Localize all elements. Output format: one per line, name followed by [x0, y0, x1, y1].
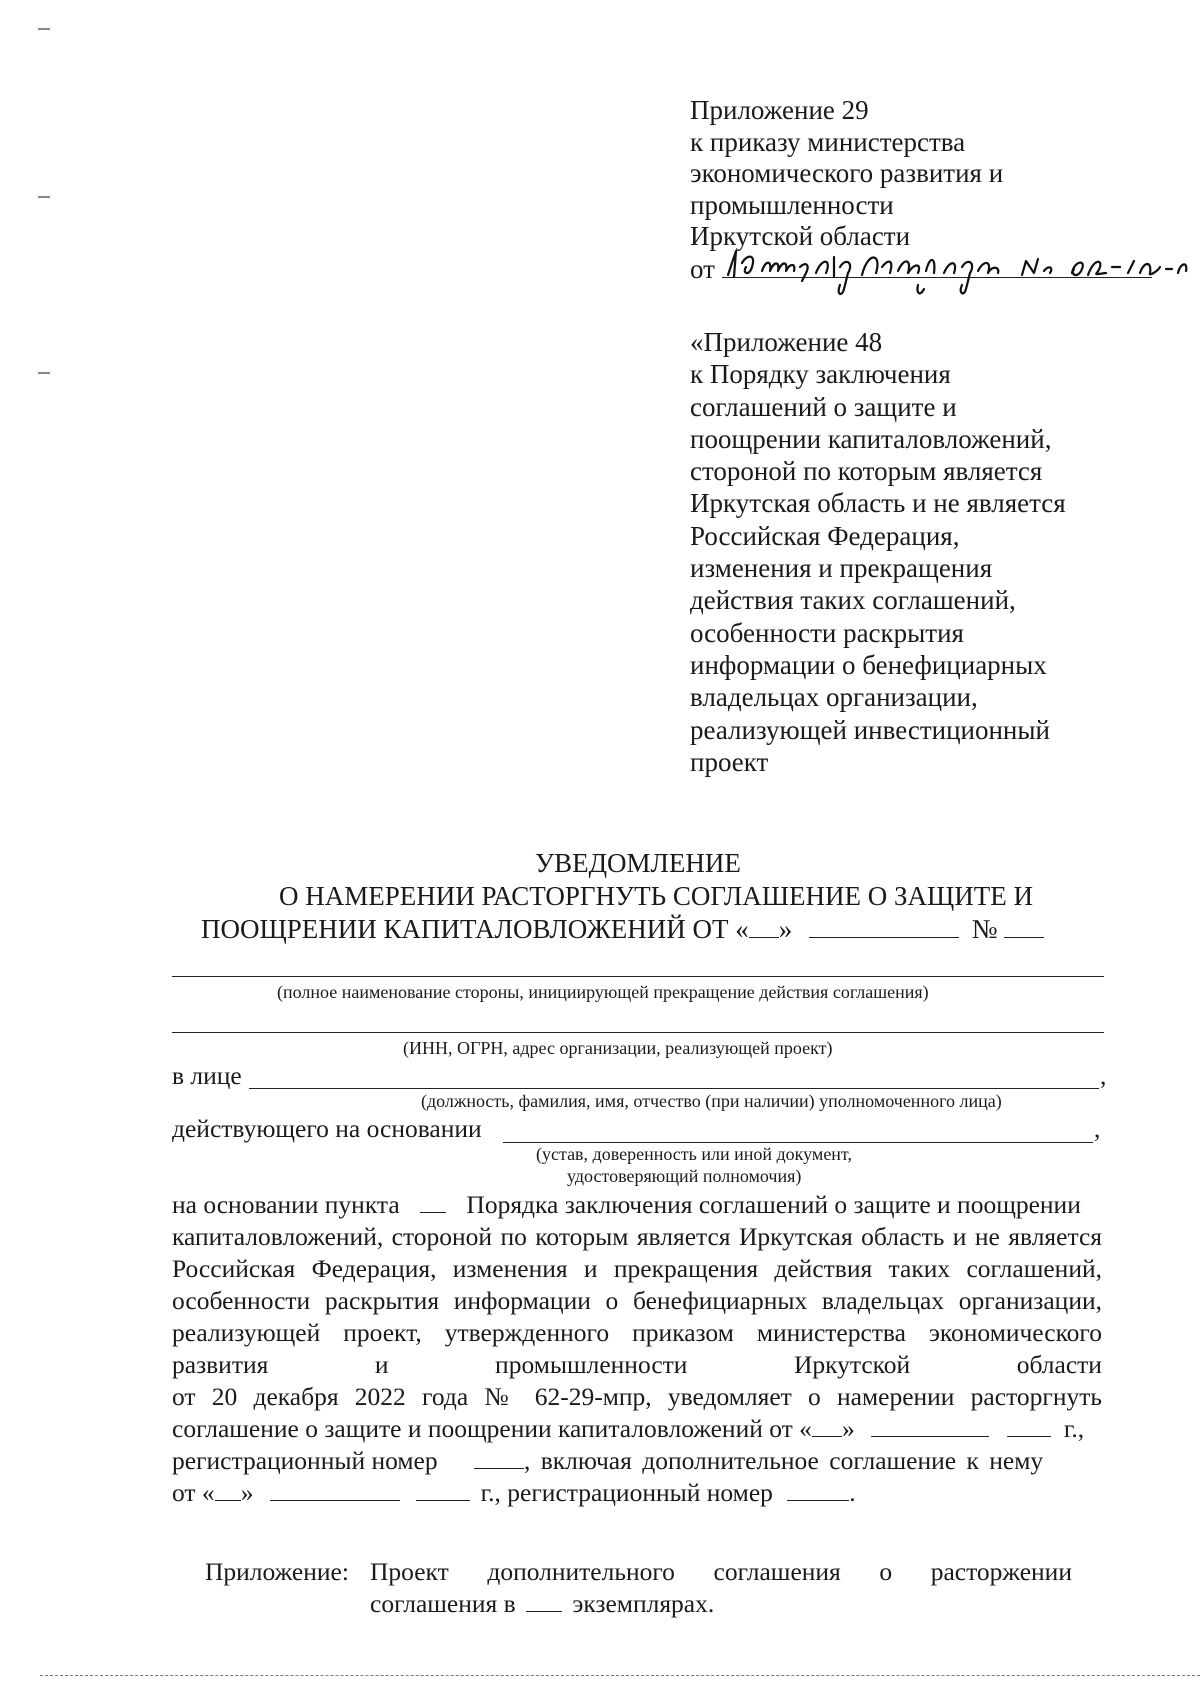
appendix-line: проект [690, 746, 769, 777]
body-line: особенности раскрытия информации о бенефициарных владельцах организации, [172, 1286, 1102, 1315]
body-text: . [849, 1478, 856, 1507]
appendix-line: «Приложение 48 [690, 327, 883, 357]
title-line: УВЕДОМЛЕНИЕ [535, 848, 741, 878]
title-line: О НАМЕРЕНИИ РАСТОРГНУТЬ СОГЛАШЕНИЕ О ЗАЩИТЕ И [279, 881, 1033, 911]
body-word: Иркутской [793, 1350, 911, 1379]
from-prefix: от [690, 253, 715, 284]
attachment-text: соглашения в [370, 1589, 516, 1618]
body-line: Российская Федерация, изменения и прекращения действия таких соглашений, [172, 1254, 1102, 1283]
appendix-line: особенности раскрытия [690, 617, 964, 648]
body-line: реализующей проект, утвержденного приказом министерства экономического [172, 1318, 1102, 1347]
body-word: и [374, 1350, 389, 1379]
body-line [172, 1446, 1102, 1476]
header-line: Приложение 29 [690, 95, 869, 125]
body-text: от « [172, 1478, 215, 1507]
party-name-hint: (полное наименование стороны, инициирующей прекращение действия соглашения) [277, 982, 929, 1002]
acting-label: действующего на основании [172, 1114, 482, 1143]
appendix-line: информации о бенефициарных [690, 649, 1047, 680]
body-text: регистрационный номер [172, 1446, 438, 1475]
appendix-line: реализующей инвестиционный [690, 714, 1050, 745]
month-blank[interactable] [871, 1414, 989, 1437]
title-line [201, 913, 1044, 946]
appendix-line: изменения и прекращения [690, 553, 993, 584]
handwritten-date [722, 253, 1152, 278]
appendix-line: поощрении капиталовложений, [690, 423, 1052, 454]
acting-doc-line[interactable] [503, 1142, 1093, 1143]
scan-mark [38, 28, 50, 30]
attachment-word: о [879, 1557, 893, 1586]
doc-hint: (устав, доверенность или иной документ, [536, 1144, 852, 1164]
comma: , [1094, 1114, 1101, 1143]
body-line [172, 1414, 1084, 1444]
registration-number-blank[interactable] [787, 1478, 849, 1501]
person-line[interactable] [249, 1088, 1099, 1089]
body-text: Порядка заключения соглашений о защите и поощрении [466, 1190, 1081, 1219]
party-name-line[interactable] [172, 976, 1104, 977]
attachment-label: Приложение: [205, 1557, 349, 1586]
appendix-line: стороной по которым является [690, 456, 1043, 487]
body-text: соглашение о защите и поощрении капиталовложений от « [172, 1414, 812, 1443]
scan-mark [38, 372, 50, 374]
body-text: на основании пункта [172, 1190, 400, 1219]
body-word: области [1016, 1350, 1102, 1379]
attachment-word: Проект [370, 1557, 449, 1586]
comma: , [1100, 1061, 1107, 1090]
body-text: » [841, 1414, 855, 1443]
inn-line[interactable] [172, 1032, 1104, 1033]
body-line [172, 1350, 1102, 1380]
header-from-line [690, 253, 1152, 286]
person-hint: (должность, фамилия, имя, отчество (при наличии) уполномоченного лица) [421, 1091, 1002, 1111]
handwritten-signature [722, 237, 1192, 297]
body-line [172, 1190, 1081, 1220]
day-blank[interactable] [749, 915, 779, 938]
attachment-line [370, 1589, 714, 1619]
body-line [172, 1478, 856, 1508]
header-block [690, 95, 1152, 285]
registration-number-blank[interactable] [474, 1446, 524, 1469]
day-blank[interactable] [215, 1478, 241, 1501]
appendix-line: к Порядку заключения [690, 359, 951, 390]
body-text: г., [1063, 1414, 1085, 1443]
attachment-line [370, 1557, 1072, 1587]
page-bottom-edge [40, 1675, 1200, 1676]
header-line: Иркутской области [690, 221, 911, 251]
header-line: к приказу министерства [690, 126, 966, 157]
body-line: капиталовложений, стороной по которым является Иркутская область и не является [172, 1222, 1102, 1251]
year-blank[interactable] [1007, 1414, 1051, 1437]
year-blank[interactable] [416, 1478, 470, 1501]
appendix-block [690, 326, 1066, 778]
header-line: экономического развития и [690, 158, 1004, 188]
appendix-line: Иркутская область и не является [690, 488, 1066, 519]
copies-blank[interactable] [526, 1589, 562, 1612]
body-text: , включая дополнительное соглашение к нему [524, 1446, 1044, 1475]
title-text: » [778, 914, 793, 944]
number-sign: № [971, 914, 998, 944]
month-blank[interactable] [270, 1478, 400, 1501]
agreement-number-blank[interactable] [1004, 915, 1044, 938]
body-text: г., регистрационный номер [480, 1478, 773, 1507]
body-word: развития [172, 1350, 269, 1379]
attachment-text: экземплярах. [572, 1589, 715, 1618]
attachment-word: соглашения [713, 1557, 841, 1586]
in-person-label: в лице [172, 1061, 242, 1090]
scan-mark [38, 196, 50, 198]
body-text: » [240, 1478, 254, 1507]
attachment-word: дополнительного [487, 1557, 675, 1586]
day-blank[interactable] [812, 1414, 842, 1437]
inn-hint: (ИНН, ОГРН, адрес организации, реализующей проект) [403, 1038, 833, 1058]
clause-number-blank[interactable] [420, 1190, 446, 1213]
month-year-blank[interactable] [809, 915, 959, 938]
appendix-line: соглашений о защите и [690, 391, 957, 422]
appendix-line: владельцах организации, [690, 682, 978, 713]
header-line: промышленности [690, 189, 894, 220]
body-line: от 20 декабря 2022 года № 62-29-мпр, уведомляет о намерении расторгнуть [172, 1382, 1102, 1411]
doc-hint: удостоверяющий полномочия) [567, 1166, 802, 1186]
body-word: промышленности [495, 1350, 688, 1379]
appendix-line: Российская Федерация, [690, 520, 960, 551]
title-text: ПООЩРЕНИИ КАПИТАЛОВЛОЖЕНИЙ ОТ « [201, 914, 749, 944]
attachment-word: расторжении [930, 1557, 1072, 1586]
appendix-line: действия таких соглашений, [690, 585, 1016, 616]
